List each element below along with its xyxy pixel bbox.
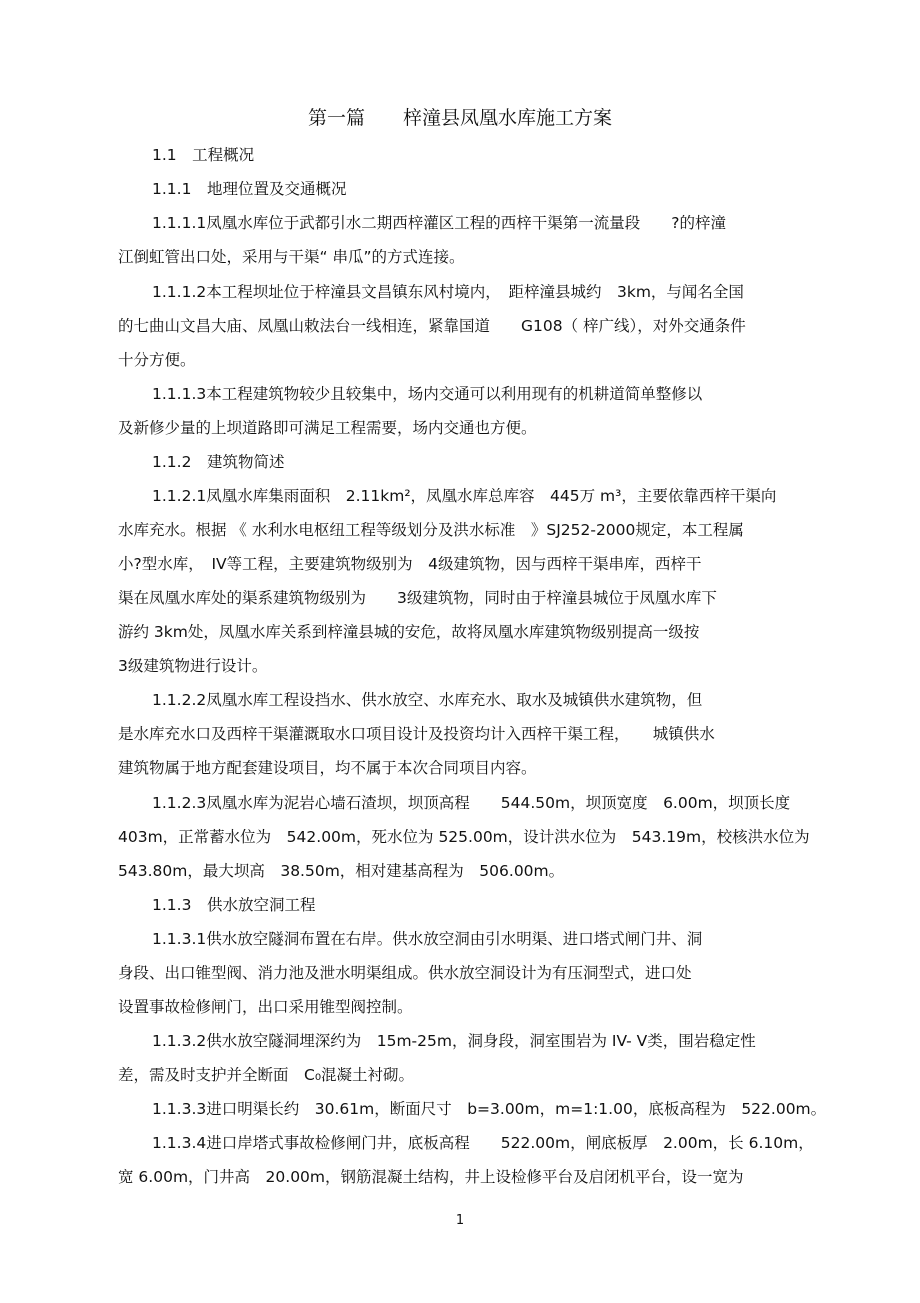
paragraph-line: 543.80m，最大坝高 38.50m，相对建基高程为 506.00m。 — [118, 862, 565, 880]
section-heading-1-1-3: 1.1.3 供水放空洞工程 — [152, 896, 316, 914]
paragraph-line: 十分方便。 — [118, 351, 196, 369]
paragraph-line: 是水库充水口及西梓干渠灌溉取水口项目设计及投资均计入西梓干渠工程， 城镇供水 — [118, 725, 715, 743]
section-heading-1-1-1: 1.1.1 地理位置及交通概况 — [152, 180, 347, 198]
paragraph-line: 1.1.2.1凤凰水库集雨面积 2.11km²，凤凰水库总库容 445万 m³，主要依靠西梓干渠向 — [152, 487, 777, 505]
paragraph-line: 小?型水库， IV等工程，主要建筑物级别为 4级建筑物，因与西梓干渠串库，西梓干 — [118, 555, 702, 573]
paragraph-line: 渠在凤凰水库处的渠系建筑物级别为 3级建筑物，同时由于梓潼县城位于凤凰水库下 — [118, 589, 717, 607]
paragraph-line: 403m，正常蓄水位为 542.00m，死水位为 525.00m，设计洪水位为 543.19m，校核洪水位为 — [118, 828, 810, 846]
paragraph-line: 1.1.1.1凤凰水库位于武都引水二期西梓灌区工程的西梓干渠第一流量段 ?的梓潼 — [152, 214, 726, 232]
paragraph-line: 3级建筑物进行设计。 — [118, 657, 268, 675]
paragraph-line: 1.1.3.2供水放空隧洞埋深约为 15m-25m，洞身段，洞室围岩为 IV- V类，围岩稳定性 — [152, 1032, 756, 1050]
paragraph-line: 的七曲山文昌大庙、凤凰山敕法台一线相连，紧靠国道 G108（ 梓广线），对外交通条件 — [118, 317, 746, 335]
paragraph-line: 游约 3km处，凤凰水库关系到梓潼县城的安危，故将凤凰水库建筑物级别提高一级按 — [118, 623, 700, 641]
section-heading-1-1: 1.1 工程概况 — [152, 146, 255, 164]
paragraph-line: 江倒虹管出口处，采用与干渠“ 串瓜”的方式连接。 — [118, 248, 465, 266]
paragraph-line: 宽 6.00m，门井高 20.00m，钢筋混凝土结构，井上设检修平台及启闭机平台，设一宽为 — [118, 1168, 744, 1186]
section-heading-1-1-2: 1.1.2 建筑物简述 — [152, 453, 285, 471]
paragraph-line: 1.1.3.3进口明渠长约 30.61m，断面尺寸 b=3.00m，m=1:1.00，底板高程为 522.00m。 — [152, 1100, 827, 1118]
paragraph-line: 1.1.1.2本工程坝址位于梓潼县文昌镇东风村境内， 距梓潼县城约 3km，与闻名全国 — [152, 283, 744, 301]
document-title: 第一篇 梓潼县凤凰水库施工方案 — [307, 107, 612, 129]
paragraph-line: 1.1.3.1供水放空隧洞布置在右岸。供水放空洞由引水明渠、进口塔式闸门井、洞 — [152, 930, 703, 948]
paragraph-line: 1.1.2.3凤凰水库为泥岩心墙石渣坝，坝顶高程 544.50m，坝顶宽度 6.00m，坝顶长度 — [152, 794, 791, 812]
paragraph-line: 水库充水。根据 《 水利水电枢纽工程等级划分及洪水标准 》SJ252-2000规定，本工程属 — [118, 521, 744, 539]
paragraph-line: 1.1.1.3本工程建筑物较少且较集中，场内交通可以利用现有的机耕道简单整修以 — [152, 385, 703, 403]
paragraph-line: 建筑物属于地方配套建设项目，均不属于本次合同项目内容。 — [118, 759, 537, 777]
paragraph-line: 1.1.3.4进口岸塔式事故检修闸门井，底板高程 522.00m，闸底板厚 2.00m，长 6.10m， — [152, 1134, 814, 1152]
page-number: 1 — [455, 1213, 465, 1228]
paragraph-line: 及新修少量的上坝道路即可满足工程需要，场内交通也方便。 — [118, 419, 537, 437]
paragraph-line: 设置事故检修闸门，出口采用锥型阀控制。 — [118, 998, 413, 1016]
paragraph-line: 差，需及时支护并全断面 C₀混凝土衬砌。 — [118, 1066, 415, 1084]
paragraph-line: 1.1.2.2凤凰水库工程设挡水、供水放空、水库充水、取水及城镇供水建筑物，但 — [152, 691, 703, 709]
paragraph-line: 身段、出口锥型阀、消力池及泄水明渠组成。供水放空洞设计为有压洞型式，进口处 — [118, 964, 692, 982]
